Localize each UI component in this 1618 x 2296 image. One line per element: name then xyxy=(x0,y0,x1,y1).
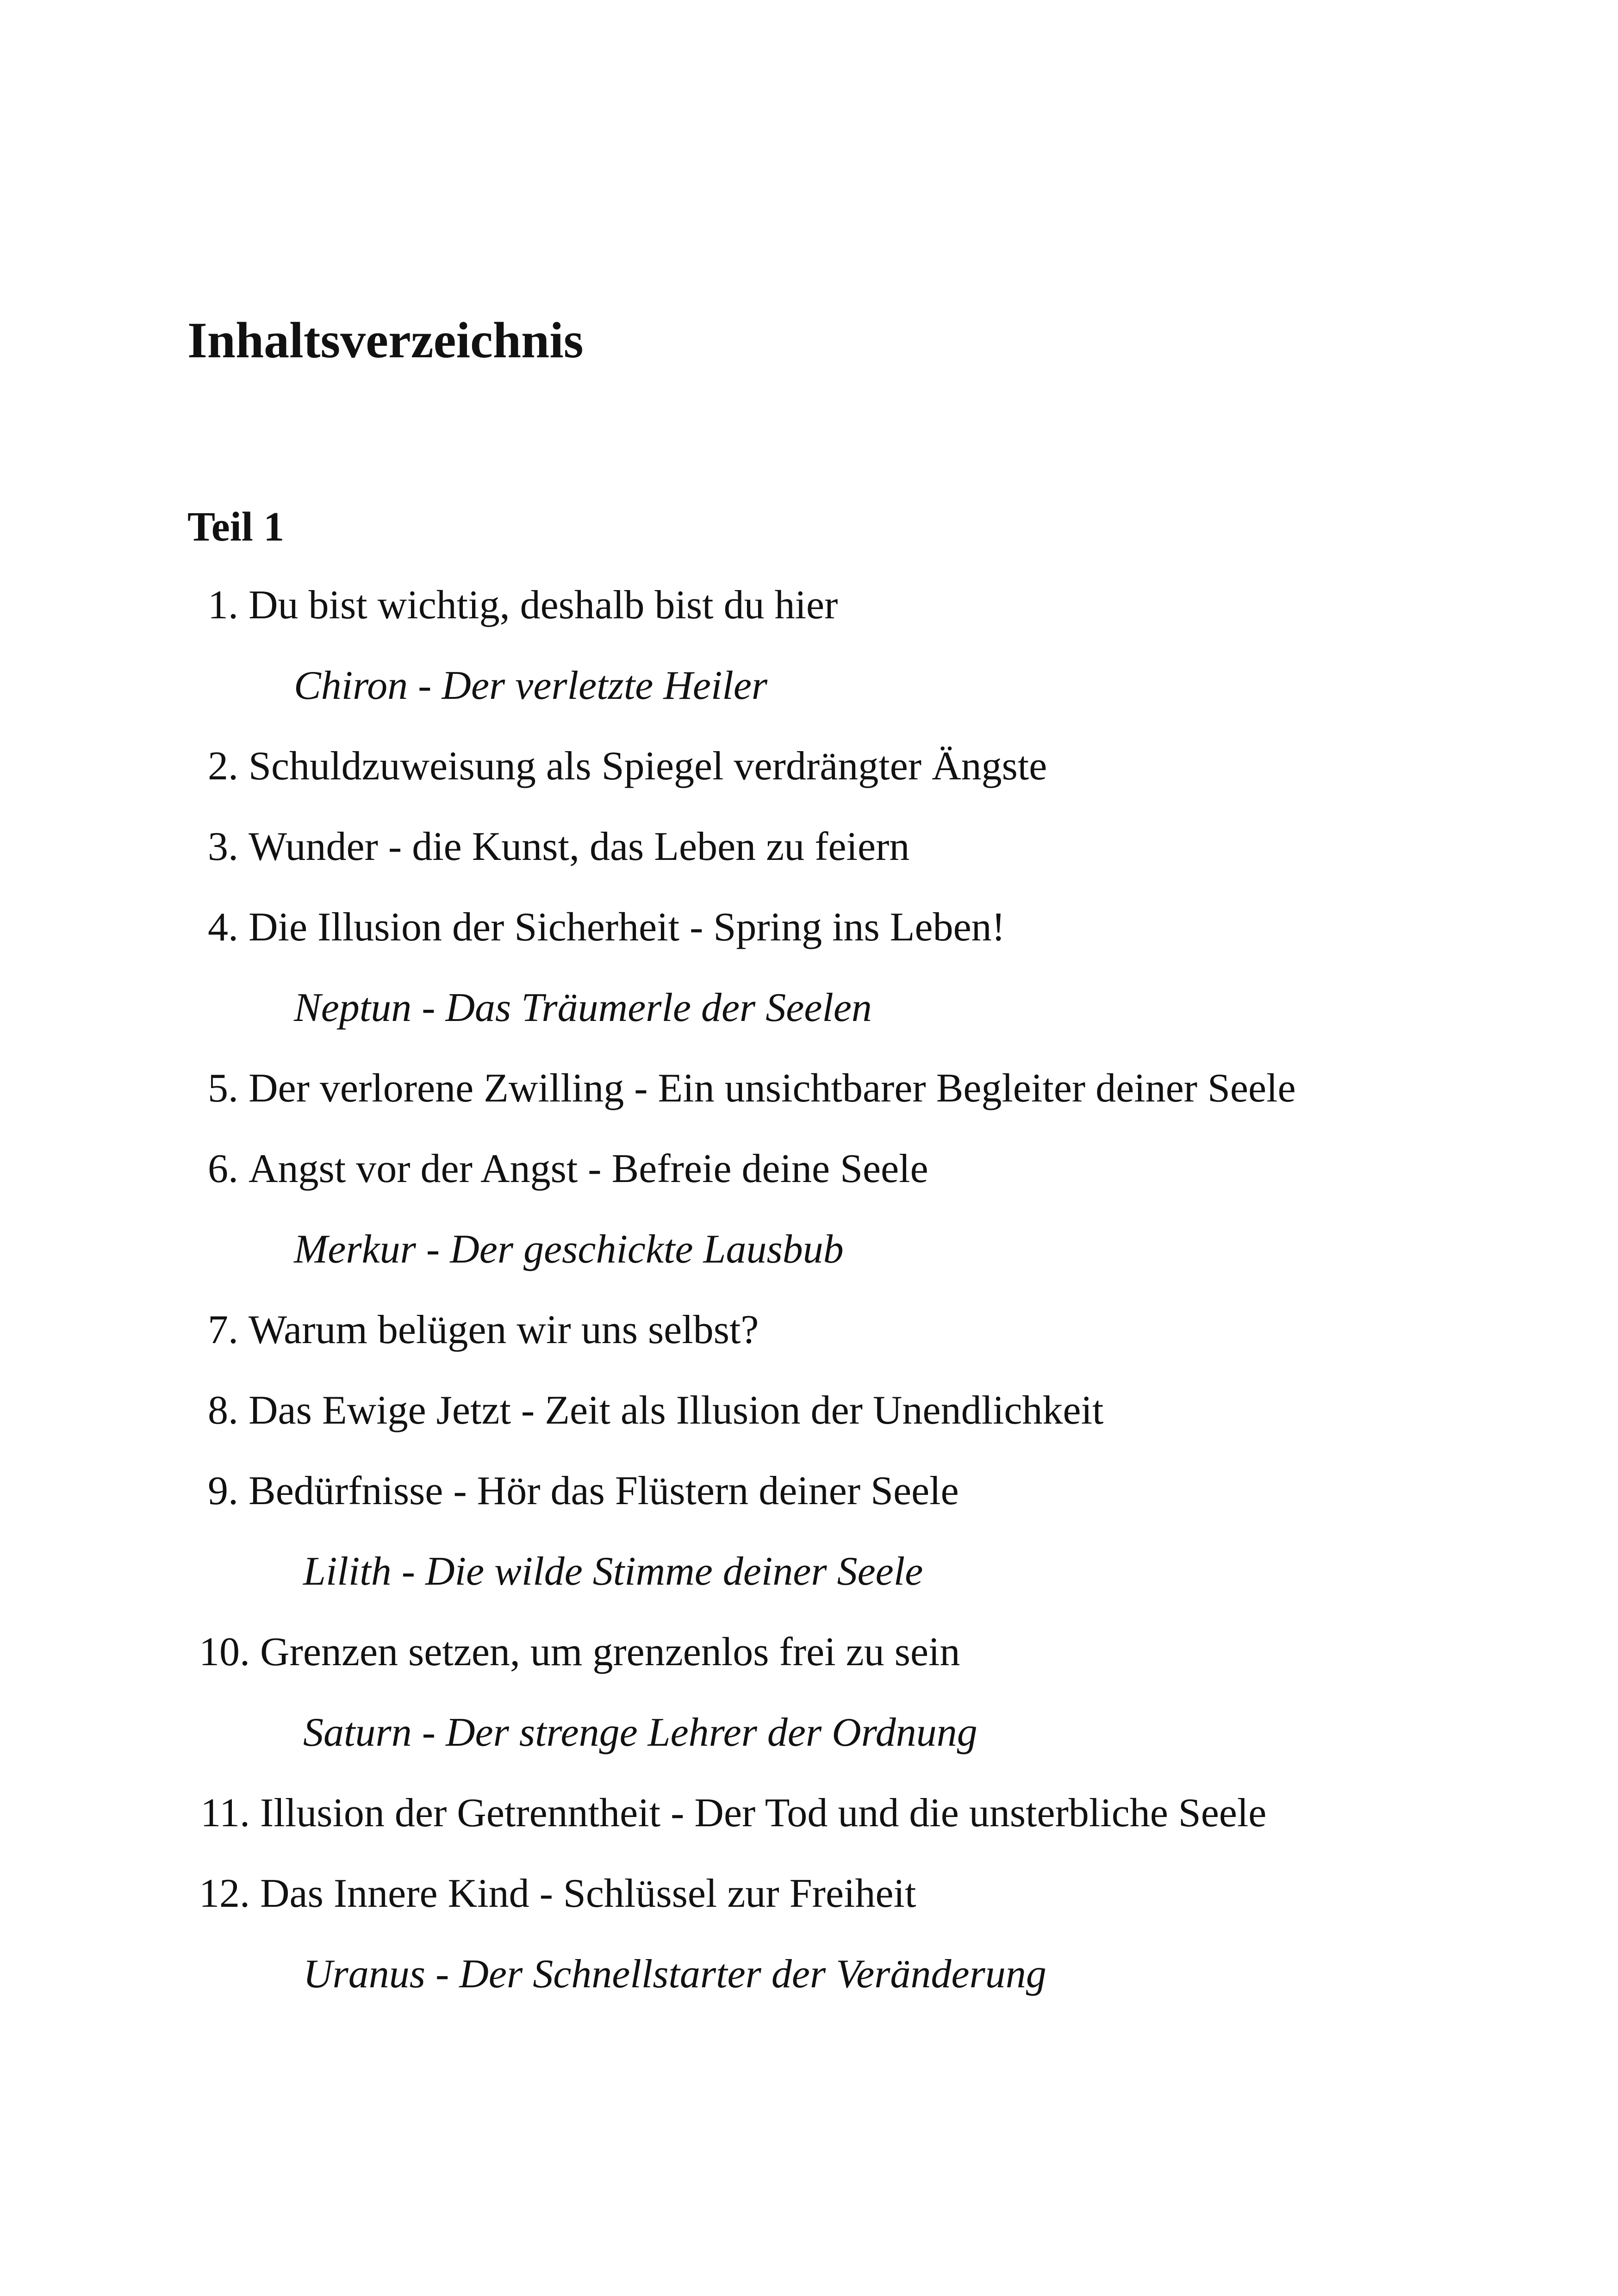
toc-line xyxy=(0,1229,1618,1310)
page-title: Inhaltsverzeichnis xyxy=(187,312,584,368)
toc-line xyxy=(0,1068,1618,1149)
chapter-entry xyxy=(187,1468,959,1513)
chapter-entry xyxy=(187,1632,960,1673)
toc-line xyxy=(0,1468,1618,1551)
toc-line xyxy=(0,824,1618,907)
chapter-number: 10. xyxy=(199,1630,250,1674)
chapter-number: 1. xyxy=(208,583,238,628)
chapter-entry xyxy=(187,585,838,626)
chapter-number: 9. xyxy=(208,1468,238,1513)
chapter-title: Angst vor der Angst - Befreie deine Seele xyxy=(249,1146,928,1191)
chapter-number: 8. xyxy=(208,1388,238,1433)
chapter-number: 12. xyxy=(199,1871,250,1916)
subsection-entry: Chiron - Der verletzte Heiler xyxy=(294,663,768,708)
chapter-number: 5. xyxy=(208,1066,238,1111)
toc-line xyxy=(0,663,1618,746)
toc-line xyxy=(0,1954,1618,2035)
toc-line xyxy=(0,746,1618,827)
chapter-entry xyxy=(187,1873,916,1914)
chapter-title: Bedürfnisse - Hör das Flüstern deiner Seele xyxy=(249,1468,959,1513)
part-heading: Teil 1 xyxy=(187,504,285,550)
toc-line xyxy=(0,1632,1618,1712)
toc-line xyxy=(0,1146,1618,1229)
chapter-entry xyxy=(187,746,1047,787)
table-of-contents xyxy=(0,585,1618,2035)
chapter-title: Die Illusion der Sicherheit - Spring ins Leben! xyxy=(249,905,1005,950)
toc-line xyxy=(0,985,1618,1068)
chapter-number: 4. xyxy=(208,905,238,950)
toc-line xyxy=(0,1793,1618,1873)
chapter-entry xyxy=(187,1146,928,1191)
chapter-title: Schuldzuweisung als Spiegel verdrängter Ängste xyxy=(249,744,1047,789)
chapter-title: Illusion der Getrenntheit - Der Tod und die unsterbliche Seele xyxy=(260,1791,1267,1836)
toc-line xyxy=(0,1307,1618,1390)
toc-line xyxy=(0,1551,1618,1632)
toc-line xyxy=(0,1390,1618,1471)
chapter-number: 3. xyxy=(208,824,238,869)
chapter-title: Wunder - die Kunst, das Leben zu feiern xyxy=(249,824,910,869)
chapter-entry xyxy=(187,1390,1103,1431)
chapter-number: 2. xyxy=(208,744,238,789)
subsection-entry: Merkur - Der geschickte Lausbub xyxy=(294,1227,844,1272)
chapter-number: 11. xyxy=(200,1791,250,1836)
chapter-title: Das Ewige Jetzt - Zeit als Illusion der Unendlichkeit xyxy=(249,1388,1104,1433)
toc-line xyxy=(0,907,1618,988)
subsection-entry: Uranus - Der Schnellstarter der Veränderung xyxy=(303,1952,1046,1997)
chapter-number: 6. xyxy=(208,1146,238,1191)
chapter-entry xyxy=(187,1793,1266,1834)
chapter-title: Warum belügen wir uns selbst? xyxy=(249,1307,759,1352)
chapter-number: 7. xyxy=(208,1307,238,1352)
subsection-entry: Saturn - Der strenge Lehrer der Ordnung xyxy=(303,1710,977,1755)
toc-line xyxy=(0,1712,1618,1793)
subsection-entry: Neptun - Das Träumerle der Seelen xyxy=(294,985,872,1030)
chapter-entry xyxy=(187,1068,1296,1109)
chapter-title: Das Innere Kind - Schlüssel zur Freiheit xyxy=(260,1871,916,1916)
chapter-title: Grenzen setzen, um grenzenlos frei zu sein xyxy=(260,1630,960,1674)
chapter-entry xyxy=(187,907,1005,948)
subsection-entry: Lilith - Die wilde Stimme deiner Seele xyxy=(303,1549,923,1594)
chapter-title: Du bist wichtig, deshalb bist du hier xyxy=(249,583,838,628)
chapter-entry xyxy=(187,1307,759,1352)
chapter-entry xyxy=(187,824,910,869)
toc-line xyxy=(0,585,1618,666)
toc-line xyxy=(0,1873,1618,1954)
chapter-title: Der verlorene Zwilling - Ein unsichtbarer Begleiter deiner Seele xyxy=(249,1066,1296,1111)
